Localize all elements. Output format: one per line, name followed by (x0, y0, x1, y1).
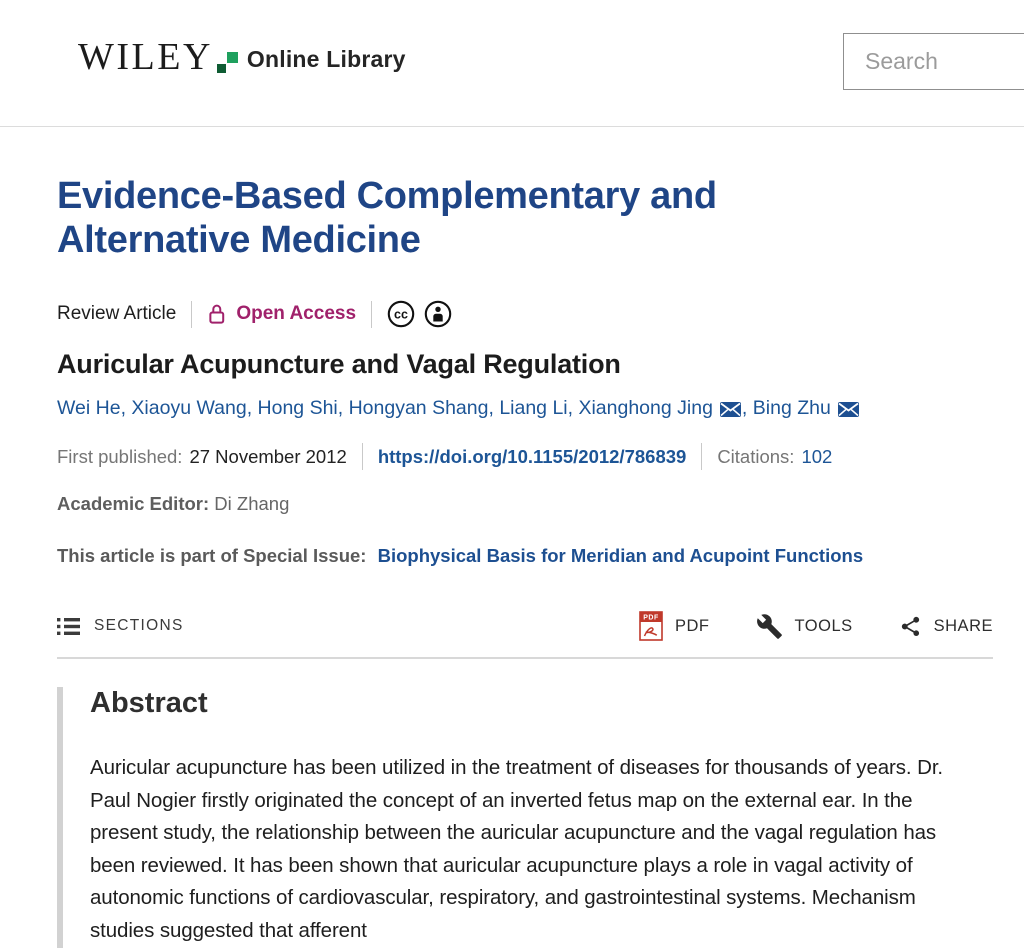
author-separator: , (567, 397, 579, 419)
author-list (57, 397, 1024, 420)
special-issue-link[interactable]: Biophysical Basis for Meridian and Acupoint Functions (377, 545, 864, 566)
pdf-label: PDF (675, 616, 710, 635)
wiley-logo[interactable] (78, 38, 406, 76)
doi-link[interactable]: https://doi.org/10.1155/2012/786839 (377, 445, 687, 467)
article-toolbar (57, 611, 993, 641)
academic-editor-row (57, 493, 1024, 515)
open-access-label: Open Access (236, 303, 357, 324)
author-link[interactable]: Hongyan Shang (348, 397, 489, 419)
author-link[interactable]: Xianghong Jing (578, 397, 713, 419)
tools-label: TOOLS (794, 616, 853, 635)
wrench-icon (756, 613, 783, 640)
citations-count-link[interactable]: 102 (801, 445, 833, 467)
list-icon (57, 617, 80, 636)
online-library-label: Online Library (246, 46, 406, 72)
wiley-wordmark: WILEY (78, 36, 213, 78)
publication-info-row (57, 443, 1024, 470)
abstract-section (57, 687, 987, 948)
author-separator: , (120, 397, 132, 419)
special-issue-label: This article is part of Special Issue: (57, 545, 367, 566)
share-button[interactable] (899, 614, 993, 639)
svg-text:cc: cc (394, 307, 408, 322)
divider (191, 301, 192, 328)
cc-by-person-icon[interactable] (424, 300, 452, 328)
wiley-logo-mark-icon (217, 50, 238, 73)
svg-text:PDF: PDF (643, 614, 659, 622)
article-title: Auricular Acupuncture and Vagal Regulation (57, 349, 621, 379)
article-meta-row (57, 300, 1024, 328)
open-access-badge[interactable] (207, 303, 356, 325)
author-separator: , (246, 397, 258, 419)
abstract-text: Auricular acupuncture has been utilized in the treatment of diseases for thousands of years. Dr. Paul Nogier firstly originated the concept of an inverted fetus map on the external ear. In the present study, the relationship between the auricular acupuncture and the vagal regulation has been reviewed. It has been shown that auricular acupuncture plays a role in vagal activity of autonomic functions of cardiovascular, respiratory, and gastrointestinal systems. Mechanism studies suggested that afferent (90, 756, 944, 942)
lock-open-icon (207, 303, 227, 325)
sections-label: SECTIONS (94, 617, 184, 634)
search-box (843, 33, 1024, 90)
envelope-icon[interactable] (720, 402, 741, 417)
divider (701, 443, 702, 470)
academic-editor-label: Academic Editor: (57, 493, 210, 514)
author-separator: , (741, 397, 753, 419)
sections-button[interactable] (57, 617, 184, 636)
share-label: SHARE (933, 616, 993, 635)
cc-license-icon[interactable] (387, 300, 415, 328)
site-header (0, 0, 1024, 127)
toolbar-divider (57, 657, 993, 659)
divider (371, 301, 372, 328)
abstract-heading: Abstract (90, 687, 208, 719)
envelope-icon[interactable] (838, 402, 859, 417)
author-separator: , (488, 397, 500, 419)
divider (362, 443, 363, 470)
pdf-button[interactable] (639, 611, 710, 641)
author-link[interactable]: Liang Li (499, 397, 568, 419)
share-icon (899, 614, 922, 639)
author-separator: , (337, 397, 349, 419)
search-input[interactable] (844, 34, 1024, 89)
article-type-label: Review Article (57, 303, 177, 324)
author-link[interactable]: Wei He (57, 397, 121, 419)
author-link[interactable]: Hong Shi (257, 397, 338, 419)
tools-button[interactable] (756, 613, 853, 640)
journal-title[interactable]: Evidence-Based Complementary and Alternative Medicine (57, 175, 717, 261)
first-published-date: 27 November 2012 (189, 445, 347, 467)
citations-label: Citations: (717, 445, 795, 467)
author-link[interactable]: Bing Zhu (752, 397, 831, 419)
pdf-icon (639, 611, 663, 641)
academic-editor-name: Di Zhang (214, 493, 290, 514)
special-issue-row (57, 545, 1024, 567)
first-published-label: First published: (57, 445, 183, 467)
author-link[interactable]: Xiaoyu Wang (131, 397, 247, 419)
